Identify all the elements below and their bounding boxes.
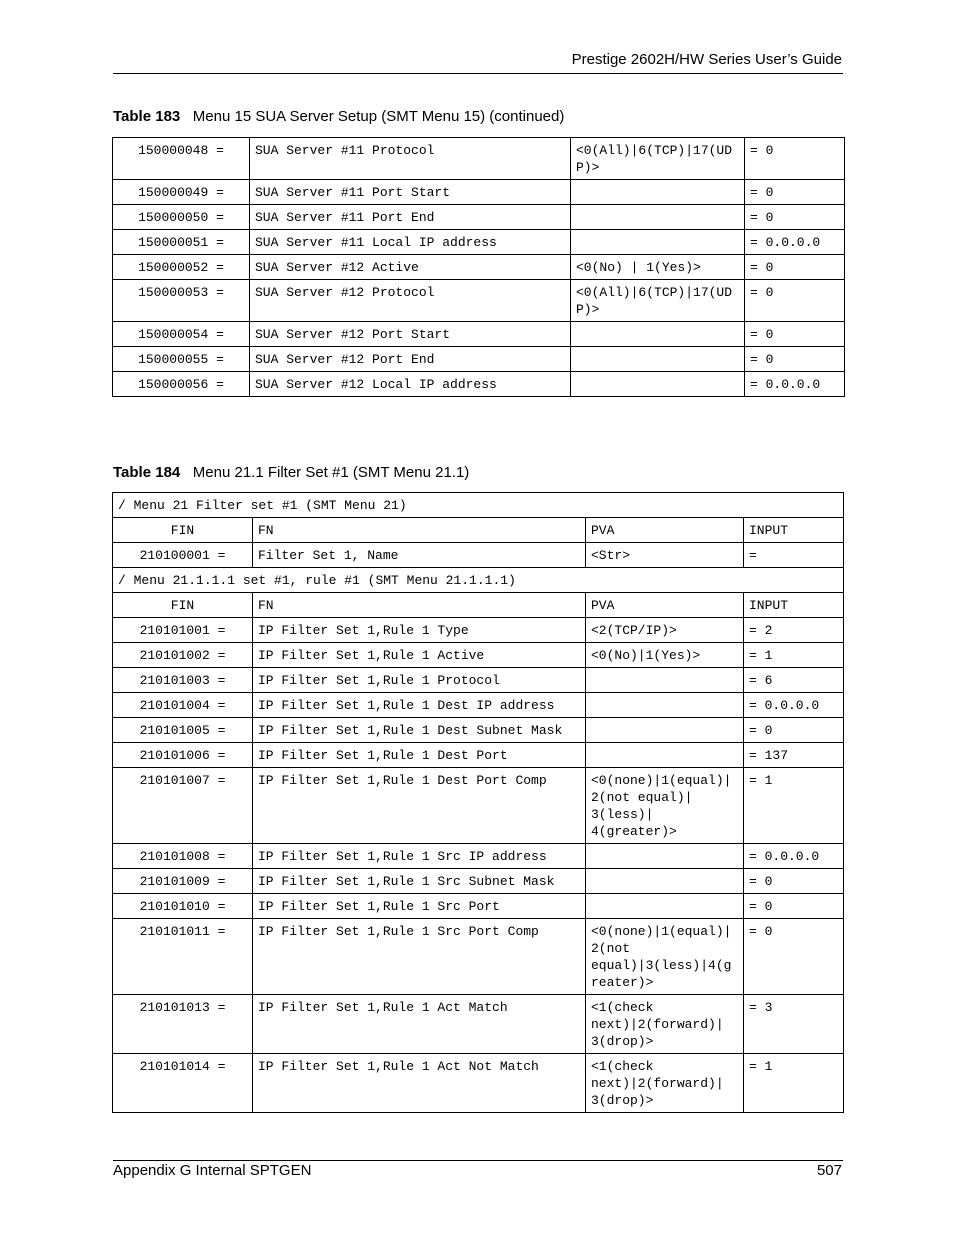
table-183-body <box>113 138 845 397</box>
table-row <box>113 1054 844 1113</box>
pva-cell <box>571 180 745 205</box>
table-184-caption <box>113 464 469 481</box>
fn-cell: IP Filter Set 1,Rule 1 Dest Subnet Mask <box>253 718 586 743</box>
table-row <box>113 718 844 743</box>
fn-cell: IP Filter Set 1,Rule 1 Dest IP address <box>253 693 586 718</box>
pva-cell: PVA <box>586 593 744 618</box>
fn-cell: SUA Server #12 Active <box>250 255 571 280</box>
fn-cell: SUA Server #11 Port End <box>250 205 571 230</box>
pva-cell: <0(No)|1(Yes)> <box>586 643 744 668</box>
pva-cell: <0(No) | 1(Yes)> <box>571 255 745 280</box>
table-row <box>113 995 844 1054</box>
fin-cell: FIN <box>113 593 253 618</box>
pva-cell <box>571 372 745 397</box>
table-row <box>113 919 844 995</box>
pva-cell <box>586 718 744 743</box>
input-cell: = 0 <box>745 347 845 372</box>
fin-cell: 150000053 = <box>113 280 250 322</box>
fn-cell: SUA Server #11 Local IP address <box>250 230 571 255</box>
pva-cell <box>586 869 744 894</box>
fin-cell: 210101002 = <box>113 643 253 668</box>
page-number: 507 <box>816 1162 842 1179</box>
fin-cell: 210101006 = <box>113 743 253 768</box>
input-cell: INPUT <box>744 593 844 618</box>
table-184-body <box>113 493 844 1113</box>
input-cell: = 0.0.0.0 <box>745 372 845 397</box>
fn-cell: SUA Server #11 Protocol <box>250 138 571 180</box>
table-row <box>113 280 845 322</box>
table-183-label: Table 183 <box>113 108 181 125</box>
fn-cell: SUA Server #11 Port Start <box>250 180 571 205</box>
input-cell: = 0 <box>745 205 845 230</box>
section-title: / Menu 21 Filter set #1 (SMT Menu 21) <box>113 493 844 518</box>
table-row <box>113 138 845 180</box>
fn-cell: IP Filter Set 1,Rule 1 Dest Port Comp <box>253 768 586 844</box>
fin-cell: 210101005 = <box>113 718 253 743</box>
table-184 <box>112 492 844 1113</box>
table-row <box>113 255 845 280</box>
footer-divider <box>113 1160 843 1161</box>
footer-section-title: Appendix G Internal SPTGEN <box>113 1162 312 1179</box>
input-cell: = 0 <box>744 718 844 743</box>
section-row <box>113 493 844 518</box>
table-row <box>113 844 844 869</box>
pva-cell: <1(check next)|2(forward)| 3(drop)> <box>586 1054 744 1113</box>
fin-cell: 150000056 = <box>113 372 250 397</box>
pva-cell: <0(none)|1(equal)|2(not equal)| 3(less)| 4(greater)> <box>586 768 744 844</box>
input-cell: = 1 <box>744 643 844 668</box>
table-row <box>113 205 845 230</box>
fin-cell: 210101014 = <box>113 1054 253 1113</box>
input-cell: = 0 <box>744 919 844 995</box>
fin-cell: 210101009 = <box>113 869 253 894</box>
fin-cell: 150000051 = <box>113 230 250 255</box>
input-cell: = 137 <box>744 743 844 768</box>
fin-cell: 210101008 = <box>113 844 253 869</box>
fn-cell: IP Filter Set 1,Rule 1 Src Subnet Mask <box>253 869 586 894</box>
table-184-label: Table 184 <box>113 464 181 481</box>
fn-cell: IP Filter Set 1,Rule 1 Act Match <box>253 995 586 1054</box>
running-header: Prestige 2602H/HW Series User’s Guide <box>571 51 842 68</box>
pva-cell <box>571 322 745 347</box>
fn-cell: IP Filter Set 1,Rule 1 Act Not Match <box>253 1054 586 1113</box>
fin-cell: 150000052 = <box>113 255 250 280</box>
input-cell: = 0 <box>745 138 845 180</box>
pva-cell: <0(none)|1(equal)|2(not equal)|3(less)|4(greater)> <box>586 919 744 995</box>
table-row <box>113 347 845 372</box>
fin-cell: 210101013 = <box>113 995 253 1054</box>
pva-cell: <2(TCP/IP)> <box>586 618 744 643</box>
pva-cell <box>586 743 744 768</box>
fn-cell: SUA Server #12 Port End <box>250 347 571 372</box>
pva-cell: <1(check next)|2(forward)| 3(drop)> <box>586 995 744 1054</box>
fin-cell: 210101004 = <box>113 693 253 718</box>
pva-cell <box>586 668 744 693</box>
fn-cell: FN <box>253 518 586 543</box>
table-row <box>113 743 844 768</box>
table-row <box>113 643 844 668</box>
input-cell: = 0.0.0.0 <box>745 230 845 255</box>
fin-cell: 150000050 = <box>113 205 250 230</box>
table-183-title: Menu 15 SUA Server Setup (SMT Menu 15) (continued) <box>192 108 565 125</box>
fn-cell: IP Filter Set 1,Rule 1 Type <box>253 618 586 643</box>
pva-cell <box>571 230 745 255</box>
table-row <box>113 593 844 618</box>
table-183-caption <box>113 108 564 125</box>
fin-cell: 210101011 = <box>113 919 253 995</box>
fn-cell: IP Filter Set 1,Rule 1 Src IP address <box>253 844 586 869</box>
input-cell: = 0.0.0.0 <box>744 693 844 718</box>
pva-cell: PVA <box>586 518 744 543</box>
table-row <box>113 894 844 919</box>
input-cell: = 0 <box>744 894 844 919</box>
fin-cell: 210101010 = <box>113 894 253 919</box>
fin-cell: 150000048 = <box>113 138 250 180</box>
fn-cell: FN <box>253 593 586 618</box>
pva-cell <box>571 205 745 230</box>
input-cell: = 1 <box>744 768 844 844</box>
table-row <box>113 668 844 693</box>
table-row <box>113 618 844 643</box>
input-cell: = 0 <box>745 255 845 280</box>
table-row <box>113 180 845 205</box>
input-cell: = 0 <box>745 180 845 205</box>
fn-cell: Filter Set 1, Name <box>253 543 586 568</box>
input-cell: = 6 <box>744 668 844 693</box>
pva-cell <box>586 693 744 718</box>
input-cell: = 1 <box>744 1054 844 1113</box>
fn-cell: SUA Server #12 Port Start <box>250 322 571 347</box>
input-cell: = 3 <box>744 995 844 1054</box>
table-row <box>113 768 844 844</box>
fin-cell: 210101003 = <box>113 668 253 693</box>
input-cell: = 2 <box>744 618 844 643</box>
input-cell: = 0.0.0.0 <box>744 844 844 869</box>
table-184-title: Menu 21.1 Filter Set #1 (SMT Menu 21.1) <box>192 464 470 481</box>
fn-cell: IP Filter Set 1,Rule 1 Protocol <box>253 668 586 693</box>
fin-cell: 150000054 = <box>113 322 250 347</box>
pva-cell: <Str> <box>586 543 744 568</box>
fn-cell: SUA Server #12 Local IP address <box>250 372 571 397</box>
table-row <box>113 693 844 718</box>
fin-cell: 210101007 = <box>113 768 253 844</box>
pva-cell: <0(All)|6(TCP)|17(UDP)> <box>571 138 745 180</box>
input-cell: = 0 <box>745 280 845 322</box>
input-cell: INPUT <box>744 518 844 543</box>
table-row <box>113 372 845 397</box>
fin-cell: 210100001 = <box>113 543 253 568</box>
fin-cell: FIN <box>113 518 253 543</box>
input-cell: = <box>744 543 844 568</box>
input-cell: = 0 <box>745 322 845 347</box>
fn-cell: IP Filter Set 1,Rule 1 Active <box>253 643 586 668</box>
header-divider <box>113 73 843 74</box>
table-row <box>113 518 844 543</box>
table-row <box>113 869 844 894</box>
fn-cell: IP Filter Set 1,Rule 1 Src Port <box>253 894 586 919</box>
pva-cell: <0(All)|6(TCP)|17(UDP)> <box>571 280 745 322</box>
table-row <box>113 543 844 568</box>
pva-cell <box>586 844 744 869</box>
fn-cell: IP Filter Set 1,Rule 1 Src Port Comp <box>253 919 586 995</box>
input-cell: = 0 <box>744 869 844 894</box>
pva-cell <box>586 894 744 919</box>
table-row <box>113 230 845 255</box>
table-row <box>113 322 845 347</box>
section-title: / Menu 21.1.1.1 set #1, rule #1 (SMT Menu 21.1.1.1) <box>113 568 844 593</box>
pva-cell <box>571 347 745 372</box>
section-row <box>113 568 844 593</box>
fin-cell: 150000055 = <box>113 347 250 372</box>
fn-cell: IP Filter Set 1,Rule 1 Dest Port <box>253 743 586 768</box>
fin-cell: 150000049 = <box>113 180 250 205</box>
fn-cell: SUA Server #12 Protocol <box>250 280 571 322</box>
fin-cell: 210101001 = <box>113 618 253 643</box>
table-183 <box>112 137 845 397</box>
